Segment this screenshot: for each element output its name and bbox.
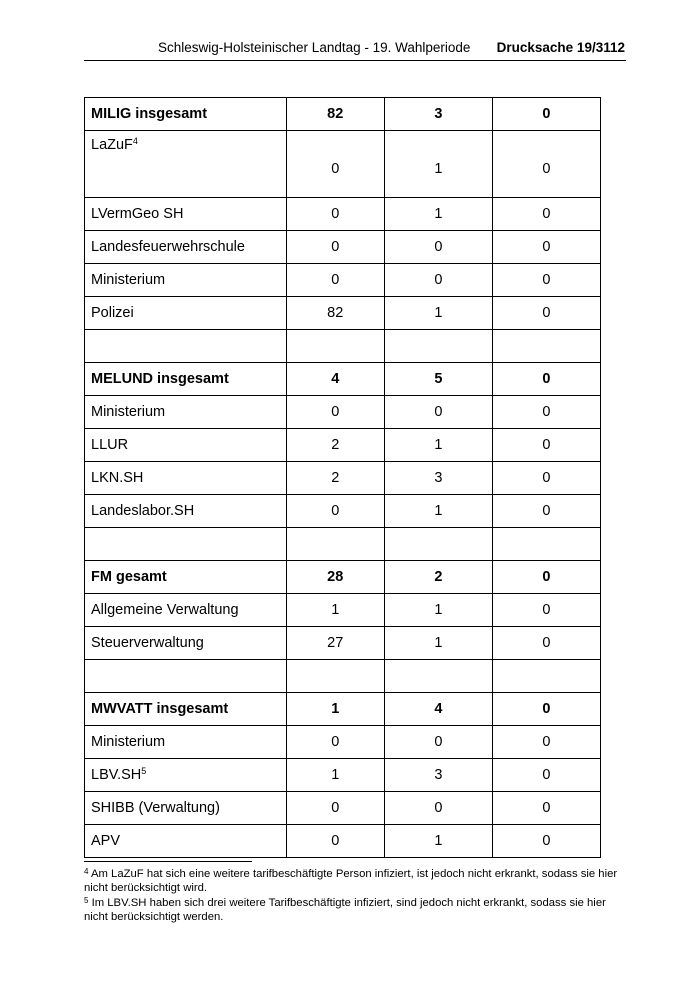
value-cell-3: 0 [492,429,600,462]
row-label [85,462,287,495]
row-label [85,330,287,363]
row-label-text: Landeslabor.SH [91,503,195,519]
value-cell-2: 1 [384,825,492,858]
value-cell-1 [286,330,384,363]
row-label-text: SHIBB (Verwaltung) [91,800,220,816]
row-label-text: Steuerverwaltung [91,635,204,651]
footnote-marker: 4 [84,867,89,876]
value-cell-3: 0 [492,693,600,726]
row-label [85,792,287,825]
footnote [84,896,619,924]
row-label [85,198,287,231]
value-cell-1: 82 [286,297,384,330]
value-cell-3: 0 [492,495,600,528]
value-cell-3: 0 [492,561,600,594]
value-cell-2: 1 [384,627,492,660]
value-cell-1: 0 [286,825,384,858]
value-cell-2: 1 [384,198,492,231]
value-cell-2: 3 [384,462,492,495]
statistics-table [84,97,601,858]
row-label [85,561,287,594]
table-spacer-row [85,660,601,693]
table-row [85,693,601,726]
value-cell-1: 0 [286,726,384,759]
value-cell-2: 2 [384,561,492,594]
value-cell-1: 1 [286,759,384,792]
row-label-text: FM gesamt [91,569,167,585]
value-cell-2: 1 [384,297,492,330]
row-label [85,693,287,726]
value-cell-2: 1 [384,131,492,198]
table-row [85,198,601,231]
value-cell-2: 1 [384,594,492,627]
value-cell-2: 1 [384,495,492,528]
table-row [85,429,601,462]
table-spacer-row [85,330,601,363]
row-label [85,528,287,561]
row-label-text: Landesfeuerwehrschule [91,239,245,255]
table-row [85,462,601,495]
value-cell-3 [492,660,600,693]
table-row [85,495,601,528]
footnotes [84,867,619,925]
table-row [85,825,601,858]
value-cell-3: 0 [492,198,600,231]
value-cell-1 [286,528,384,561]
value-cell-3: 0 [492,231,600,264]
row-label [85,594,287,627]
table-row [85,231,601,264]
row-label [85,131,287,198]
header-title: Schleswig-Holsteinischer Landtag - 19. Wahlperiode [158,40,471,55]
value-cell-3: 0 [492,297,600,330]
value-cell-3: 0 [492,264,600,297]
row-label-text: MILIG insgesamt [91,106,208,122]
value-cell-1: 0 [286,792,384,825]
value-cell-2: 5 [384,363,492,396]
value-cell-3: 0 [492,726,600,759]
document-number: Drucksache 19/3112 [496,40,625,55]
value-cell-3: 0 [492,627,600,660]
table-row [85,594,601,627]
value-cell-3: 0 [492,792,600,825]
row-label [85,231,287,264]
row-label-text: LaZuF [91,137,133,153]
value-cell-2: 3 [384,98,492,131]
value-cell-1: 28 [286,561,384,594]
header-divider [84,60,626,61]
table-spacer-row [85,528,601,561]
value-cell-2: 1 [384,429,492,462]
value-cell-1: 0 [286,198,384,231]
footnote-text: Am LaZuF hat sich eine weitere tarifbeschäftigte Person infiziert, ist jedoch nicht erkrankt, sodass sie hier nicht berücksichtigt wird. [84,868,618,894]
row-label [85,264,287,297]
value-cell-3 [492,330,600,363]
value-cell-1: 0 [286,495,384,528]
page-header [84,40,625,60]
row-label-text: Allgemeine Verwaltung [91,602,239,618]
row-label-text: Ministerium [91,272,166,288]
row-label-text: Ministerium [91,734,166,750]
table-row [85,396,601,429]
value-cell-3: 0 [492,396,600,429]
value-cell-1: 1 [286,594,384,627]
value-cell-2: 0 [384,264,492,297]
value-cell-3: 0 [492,98,600,131]
table-row [85,627,601,660]
row-label [85,627,287,660]
row-label [85,825,287,858]
value-cell-1: 82 [286,98,384,131]
row-label-text: MELUND insgesamt [91,371,229,387]
value-cell-2 [384,330,492,363]
row-label [85,660,287,693]
row-label-text: Ministerium [91,404,166,420]
value-cell-2: 0 [384,726,492,759]
value-cell-3: 0 [492,759,600,792]
value-cell-3: 0 [492,462,600,495]
value-cell-1: 1 [286,693,384,726]
value-cell-3: 0 [492,131,600,198]
footnote [84,867,619,895]
row-label-text: LKN.SH [91,470,144,486]
value-cell-2: 4 [384,693,492,726]
table-row [85,297,601,330]
value-cell-1: 0 [286,264,384,297]
value-cell-1: 2 [286,429,384,462]
value-cell-3: 0 [492,363,600,396]
row-label-text: LVermGeo SH [91,206,184,222]
value-cell-1 [286,660,384,693]
footnote-marker: 5 [84,896,89,905]
row-label-text: Polizei [91,305,134,321]
value-cell-1: 27 [286,627,384,660]
value-cell-2: 3 [384,759,492,792]
table-row [85,264,601,297]
value-cell-3 [492,528,600,561]
value-cell-2: 0 [384,231,492,264]
row-label [85,495,287,528]
row-label-text: APV [91,833,121,849]
row-label-text: MWVATT insgesamt [91,701,229,717]
value-cell-2: 0 [384,792,492,825]
row-label [85,759,287,792]
row-label-text: LLUR [91,437,129,453]
value-cell-3: 0 [492,825,600,858]
value-cell-2 [384,528,492,561]
row-label [85,98,287,131]
row-label-text: LBV.SH [91,767,142,783]
row-label [85,726,287,759]
value-cell-1: 0 [286,396,384,429]
row-label [85,429,287,462]
row-label [85,297,287,330]
row-label [85,396,287,429]
value-cell-1: 2 [286,462,384,495]
footnote-divider [84,861,252,862]
table-row [85,726,601,759]
value-cell-1: 0 [286,131,384,198]
table-row [85,792,601,825]
value-cell-1: 4 [286,363,384,396]
footnote-text: Im LBV.SH haben sich drei weitere Tarifbeschäftigte infiziert, sind jedoch nicht erkrankt, sodass sie hier nicht berücksichtigt werden. [84,897,606,923]
value-cell-2: 0 [384,396,492,429]
table-row [85,363,601,396]
table-row [85,131,601,198]
table-row [85,98,601,131]
value-cell-2 [384,660,492,693]
table-row [85,759,601,792]
row-label [85,363,287,396]
value-cell-1: 0 [286,231,384,264]
table-row [85,561,601,594]
footnote-reference: 5 [141,766,147,776]
value-cell-3: 0 [492,594,600,627]
footnote-reference: 4 [132,136,138,146]
